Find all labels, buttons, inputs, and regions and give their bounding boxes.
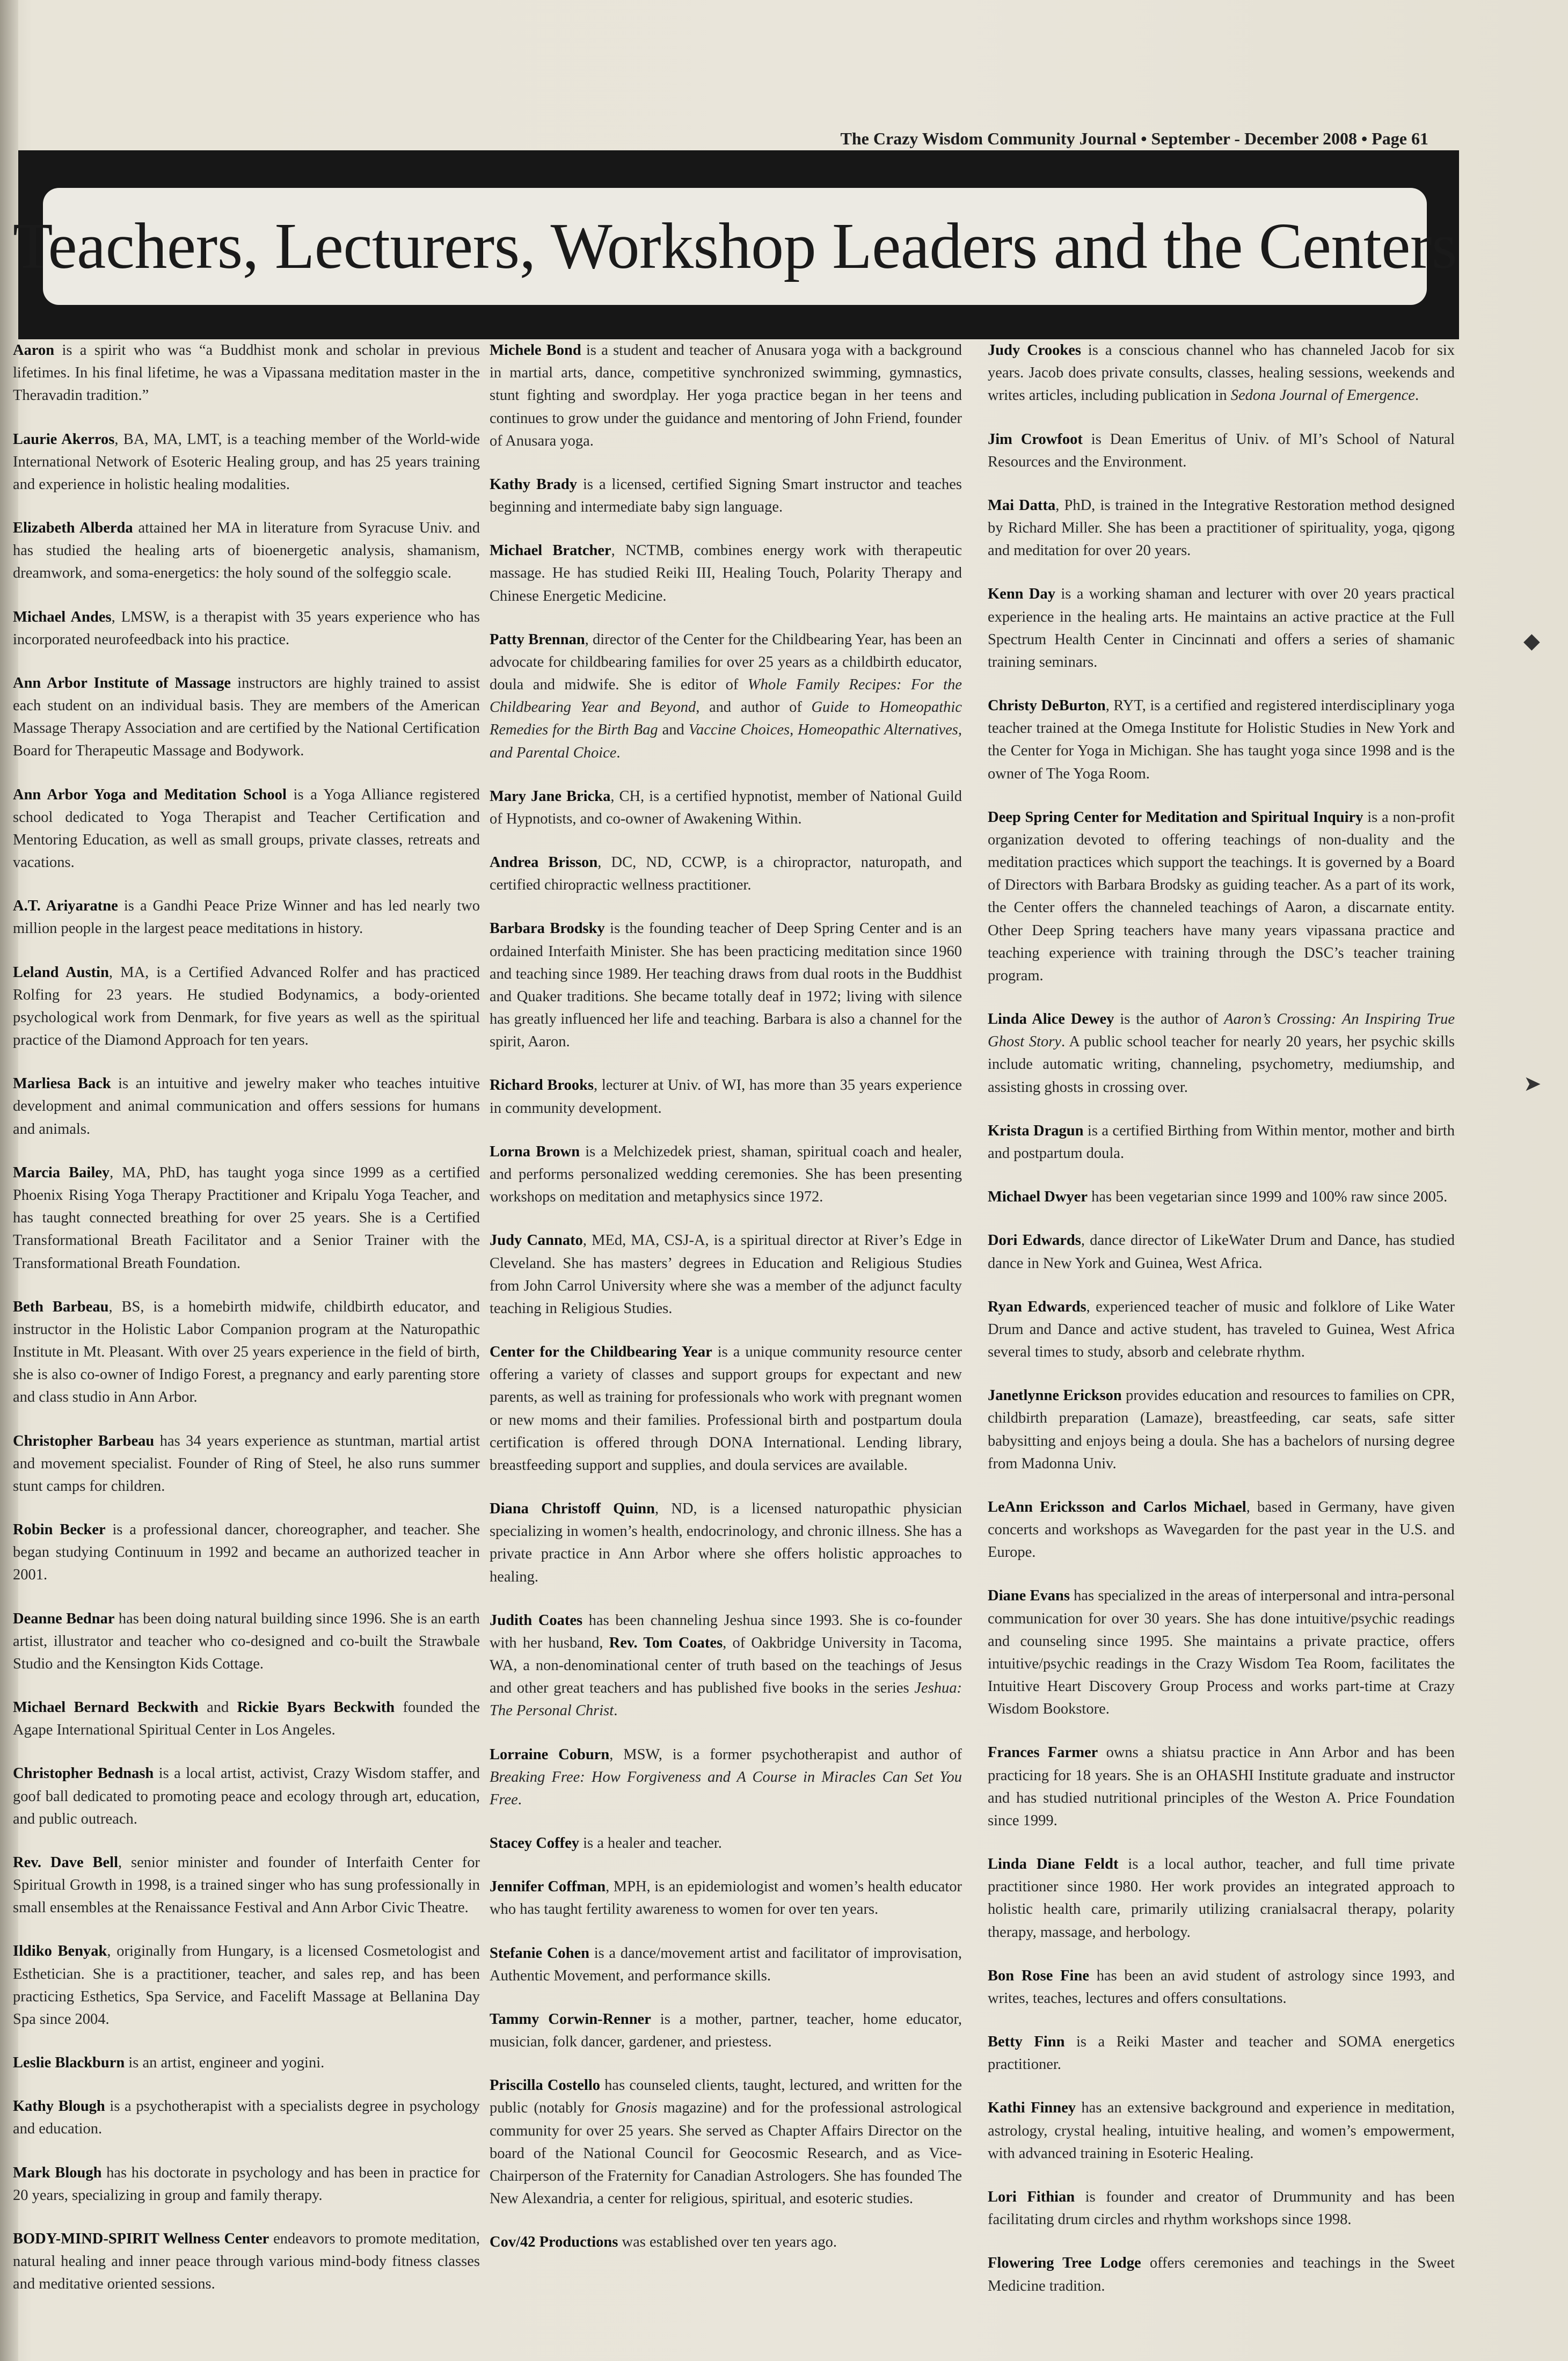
entry-text: is the author of — [1114, 1011, 1224, 1028]
entry-text: offers ceremonies and teachings in the Sweet Medicine tradition. — [988, 2255, 1455, 2294]
entry-name: Judy Crookes — [988, 342, 1081, 359]
directory-entry — [988, 1186, 1455, 1208]
entry-text: has specialized in the areas of interpersonal and intra-personal communication for over 30 years. She has done intuitive/psychic readings and counseling since 1995. She maintains a private practice, offers intuitive/psychic readings in the Crazy Wisdom Tea Room, facilitates the Intuitive Heart Discovery Group Process and works part-time at Crazy Wisdom Bookstore. — [988, 1587, 1455, 1718]
entry-text: and — [658, 722, 689, 739]
directory-entry — [988, 695, 1455, 785]
entry-text: , originally from Hungary, is a licensed Cosmetologist and Esthetician. She is a practitioner, teacher, and sales rep, and has been practicing Esthetics, Spa Service, and Facelift Massage at Bellanina Day Spa since 2004. — [13, 1943, 480, 2028]
directory-entry — [988, 1120, 1455, 1165]
entry-name: Cov/42 Productions — [490, 2234, 618, 2251]
entry-name: Robin Becker — [13, 1521, 106, 1539]
entry-name: Jim Crowfoot — [988, 431, 1083, 448]
entry-text: is a unique community resource center offering a variety of classes and support groups for expectant and new parents, as well as training for professionals who work with pregnant women or new moms and their families. Professional birth and postpartum doula certification is offered through DONA International. Lending library, breastfeeding support and supplies, and doula services are available. — [490, 1344, 962, 1474]
directory-entry — [988, 428, 1455, 473]
entry-name: Mark Blough — [13, 2164, 102, 2181]
entry-title-italic: Guide to Homeopathic Remedies for the Birth Bag — [490, 699, 962, 739]
margin-mark: ◆ — [1523, 629, 1540, 653]
directory-entry — [490, 473, 962, 519]
page-title: Teachers, Lecturers, Workshop Leaders and the Centers — [12, 210, 1457, 282]
directory-entry — [13, 339, 480, 407]
directory-entry — [13, 2162, 480, 2207]
entry-text: . — [1414, 387, 1419, 404]
directory-entry — [13, 1073, 480, 1141]
entry-name: Jennifer Coffman — [490, 1878, 606, 1896]
entry-name: Laurie Akerros — [13, 431, 115, 448]
directory-entry — [13, 895, 480, 940]
entry-text: is a local artist, activist, Crazy Wisdom staffer, and goof ball dedicated to promoting peace and ecology through art, education, and public outreach. — [13, 1765, 480, 1827]
entry-name: Betty Finn — [988, 2034, 1065, 2051]
entry-text: , based in Germany, have given concerts and workshops as Wavegarden for the past year in the U.S. and Europe. — [988, 1498, 1455, 1561]
directory-entry — [490, 785, 962, 830]
entry-name: A.T. Ariyaratne — [13, 898, 118, 915]
entry-text: has 34 years experience as stuntman, martial artist and movement specialist. Founder of Ring of Steel, he also runs summer stunt camps for children. — [13, 1432, 480, 1495]
entry-text: is a Reiki Master and teacher and SOMA energetics practitioner. — [988, 2034, 1455, 2073]
entry-text: is a licensed, certified Signing Smart instructor and teaches beginning and intermediate baby sign language. — [490, 476, 962, 516]
entry-text: is a certified Birthing from Within mentor, mother and birth and postpartum doula. — [988, 1122, 1455, 1162]
entry-name: Mary Jane Bricka — [490, 788, 611, 805]
entry-name: Judith Coates — [490, 1612, 583, 1629]
entry-text: , and author of — [696, 699, 812, 716]
entry-text: , MPH, is an epidemiologist and women’s health educator who has taught fertility awareness to women for over ten years. — [490, 1878, 962, 1918]
directory-entry — [13, 1762, 480, 1831]
directory-entry — [13, 1162, 480, 1275]
entry-text: and — [198, 1699, 237, 1716]
directory-entry — [13, 606, 480, 651]
entry-text: is a dance/movement artist and facilitator of improvisation, Authentic Movement, and performance skills. — [490, 1944, 962, 1984]
entry-text: provides education and resources to families on CPR, childbirth preparation (Lamaze), breastfeeding, car seats, safe sitter babysitting and enjoys being a doula. She has a bachelors of nursing degree from Madonna Univ. — [988, 1387, 1455, 1472]
entry-text: is an intuitive and jewelry maker who teaches intuitive development and animal communication and offers sessions for humans and animals. — [13, 1075, 480, 1138]
entry-name: Deep Spring Center for Meditation and Spiritual Inquiry — [988, 808, 1363, 826]
directory-entry — [13, 1296, 480, 1409]
entry-text: has counseled clients, taught, lectured, and written for the public (notably for — [490, 2077, 962, 2117]
entry-text: has his doctorate in psychology and has been in practice for 20 years, specializing in group and family therapy. — [13, 2164, 480, 2204]
directory-entry — [13, 1430, 480, 1498]
entry-text: . — [614, 1702, 618, 1719]
directory-entry — [13, 2228, 480, 2296]
entry-text: was established over ten years ago. — [618, 2234, 837, 2251]
entry-text: , experienced teacher of music and folklore of Like Water Drum and Dance and active student, has traveled to Guinea, West Africa several times to study, absorb and celebrate rhythm. — [988, 1298, 1455, 1361]
entry-name: Center for the Childbearing Year — [490, 1344, 712, 1361]
entry-text: , director of the Center for the Childbearing Year, has been an advocate for childbearing families for over 25 years as a childbirth educator, doula and midwife. She is editor of — [490, 631, 962, 694]
entry-name: Kathi Finney — [988, 2100, 1076, 2117]
title-box — [12, 188, 1457, 305]
entry-text: , MEd, MA, CSJ-A, is a spiritual director at River’s Edge in Cleveland. She has masters’ degrees in Education and Religious Studies from John Carrol University where she was a member of the adjunct faculty teaching in Religious Studies. — [490, 1232, 962, 1317]
entry-text: is a mother, partner, teacher, home educator, musician, folk dancer, gardener, and priestess. — [490, 2010, 962, 2051]
entry-name: Marliesa Back — [13, 1075, 111, 1092]
directory-entry — [490, 1229, 962, 1320]
entry-name: Linda Diane Feldt — [988, 1856, 1119, 1873]
entry-title-italic: Breaking Free: How Forgiveness and A Course in Miracles Can Set You Free — [490, 1768, 962, 1808]
directory-entry — [490, 1498, 962, 1588]
entry-name: Ann Arbor Yoga and Meditation School — [13, 786, 287, 803]
entry-name: Michael Andes — [13, 608, 112, 625]
entry-name: Michael Bratcher — [490, 542, 611, 559]
entry-text: founded the Agape International Spiritual Center in Los Angeles. — [13, 1699, 480, 1739]
entry-name: Lori Fithian — [988, 2189, 1075, 2205]
directory-entry — [988, 1741, 1455, 1832]
entry-text: , NCTMB, combines energy work with therapeutic massage. He has studied Reiki III, Healing Touch, Polarity Therapy and Chinese Energetic Medicine. — [490, 542, 962, 604]
directory-entry — [490, 917, 962, 1053]
entry-text: has an extensive background and experience in meditation, astrology, crystal healing, intuitive healing, and women’s empowerment, with advanced training in Esoteric Healing. — [988, 2100, 1455, 2162]
entry-name: Dori Edwards — [988, 1232, 1081, 1249]
entry-name: Lorraine Coburn — [490, 1746, 610, 1763]
directory-entry — [490, 1744, 962, 1812]
entry-text: , lecturer at Univ. of WI, has more than 35 years experience in community development. — [490, 1077, 962, 1117]
entry-name: Christopher Bednash — [13, 1765, 154, 1782]
entry-name: Lorna Brown — [490, 1143, 580, 1160]
entry-name: LeAnn Ericksson and Carlos Michael — [988, 1498, 1246, 1515]
directory-entry — [13, 517, 480, 585]
entry-name: Mai Datta — [988, 497, 1056, 514]
directory-entry — [988, 2186, 1455, 2231]
entry-name: Aaron — [13, 342, 55, 359]
entry-name: Andrea Brisson — [490, 854, 598, 871]
entry-text: has been doing natural building since 1996. She is an earth artist, illustrator and teacher who co-designed and co-built the Strawbale Studio and the Kensington Kids Cottage. — [13, 1610, 480, 1672]
entry-title-italic: Sedona Journal of Emergence — [1230, 387, 1415, 404]
directory-entry — [13, 1608, 480, 1676]
entry-text: , dance director of LikeWater Drum and Dance, has studied dance in New York and Guinea, West Africa. — [988, 1232, 1455, 1272]
entry-name: Rev. Dave Bell — [13, 1854, 119, 1871]
directory-entry — [988, 2097, 1455, 2165]
directory-entry — [490, 339, 962, 453]
entry-name: Michael Bernard Beckwith — [13, 1699, 199, 1716]
entry-text: . — [616, 744, 621, 761]
entry-text: is a healer and teacher. — [579, 1835, 722, 1852]
directory-entry — [988, 583, 1455, 674]
entry-name: Ann Arbor Institute of Massage — [13, 674, 231, 691]
entry-text: , PhD, is trained in the Integrative Restoration method designed by Richard Miller. She has been a practitioner of spirituality, yoga, qigong and meditation for over 20 years. — [988, 497, 1455, 559]
entry-title-italic: Jeshua: The Personal Christ — [490, 1680, 962, 1719]
entry-text: is a psychotherapist with a specialists degree in psychology and education. — [13, 2098, 480, 2138]
directory-entry — [490, 1876, 962, 1921]
entry-text: , BA, MA, LMT, is a teaching member of the World-wide International Network of Esoteric Healing group, and has 25 years training and experience in holistic healing modalities. — [13, 431, 480, 493]
entry-text: , MA, is a Certified Advanced Rolfer and has practiced Rolfing for 23 years. He studied Bodynamics, a body-oriented psychological work from Denmark, for five years as well as the spiritual practice of the Diamond Approach for ten years. — [13, 964, 480, 1049]
entry-text: is a Melchizedek priest, shaman, spiritual coach and healer, and performs personalized wedding ceremonies. She has been presenting workshops on meditation and metaphysics since 1972. — [490, 1143, 962, 1206]
directory-entry — [13, 672, 480, 763]
entry-name: Bon Rose Fine — [988, 1967, 1089, 1984]
entry-text: , RYT, is a certified and registered interdisciplinary yoga teacher trained at the Omega Institute for Holistic Studies in New York and the Center for Yoga in Michigan. She has taught yoga since 1998 and is the owner of The Yoga Room. — [988, 697, 1455, 782]
entry-text: , BS, is a homebirth midwife, childbirth educator, and instructor in the Holistic Labor Companion program at the Naturopathic Institute in Mt. Pleasant. With over 25 years experience in the field of birth, she is also co-owner of Indigo Forest, a pregnancy and early parenting store and class studio in Ann Arbor. — [13, 1298, 480, 1406]
entry-name: Tammy Corwin-Renner — [490, 2010, 651, 2028]
directory-entry — [490, 1832, 962, 1855]
directory-entry — [490, 1141, 962, 1209]
directory-entry — [988, 2031, 1455, 2076]
column-2 — [490, 339, 962, 2275]
directory-entry — [13, 1940, 480, 2031]
entry-text: has been vegetarian since 1999 and 100% raw since 2005. — [1087, 1189, 1448, 1206]
entry-text: , of Oakbridge University in Tacoma, WA, a non-denominational center of truth based on the teachings of Jesus and other great teachers and has published five books in the series — [490, 1634, 962, 1697]
directory-entry — [490, 2074, 962, 2210]
entry-text: is founder and creator of Drummunity and has been facilitating drum circles and rhythm workshops since 1998. — [988, 2189, 1455, 2228]
directory-entry — [13, 961, 480, 1052]
directory-entry — [490, 2231, 962, 2254]
entry-text: . — [517, 1791, 522, 1808]
directory-entry — [490, 1609, 962, 1723]
directory-entry — [13, 1519, 480, 1587]
directory-entry — [13, 1852, 480, 1920]
entry-name: Patty Brennan — [490, 631, 585, 648]
directory-entry — [13, 428, 480, 497]
directory-entry — [988, 1384, 1455, 1475]
entry-text: owns a shiatsu practice in Ann Arbor and has been practicing for 18 years. She is an OHASHI Institute graduate and instructor and has studied nutritional principles of the Weston A. Price Foundation since 1999. — [988, 1744, 1455, 1829]
entry-name: Christopher Barbeau — [13, 1432, 155, 1449]
entry-title-italic: Aaron’s Crossing: An Inspiring True Ghost Story — [988, 1011, 1455, 1051]
directory-entry — [13, 1696, 480, 1741]
entry-text: , MSW, is a former psychotherapist and author of — [609, 1746, 962, 1763]
directory-entry — [988, 1229, 1455, 1274]
entry-name: Deanne Bednar — [13, 1610, 115, 1627]
entry-name: Barbara Brodsky — [490, 920, 605, 937]
directory-entry — [13, 2095, 480, 2140]
entry-text: is an artist, engineer and yogini. — [125, 2054, 325, 2072]
entry-text: is a student and teacher of Anusara yoga with a background in martial arts, dance, competitive synchronized swimming, gymnastics, stunt fighting and swordplay. Her yoga practice began in her teens and continues to grow under the guidance and mentoring of John Friend, founder of Anusara yoga. — [490, 342, 962, 449]
entry-name: Elizabeth Alberda — [13, 520, 133, 537]
entry-name: Kenn Day — [988, 586, 1055, 603]
entry-name: Ryan Edwards — [988, 1298, 1086, 1315]
entry-name: Diana Christoff Quinn — [490, 1500, 655, 1518]
entry-text: , LMSW, is a therapist with 35 years experience who has incorporated neurofeedback into his practice. — [13, 608, 480, 648]
entry-name: Diane Evans — [988, 1587, 1070, 1605]
directory-entry — [988, 1496, 1455, 1564]
directory-entry — [490, 540, 962, 608]
entry-name: BODY-MIND-SPIRIT Wellness Center — [13, 2231, 269, 2247]
entry-name: Rev. Tom Coates — [609, 1634, 723, 1651]
entry-title-italic: Vaccine Choices, Homeopathic Alternatives, and Parental Choice — [490, 722, 962, 761]
entry-name: Beth Barbeau — [13, 1298, 109, 1315]
running-head: The Crazy Wisdom Community Journal • September - December 2008 • Page 61 — [840, 129, 1428, 148]
entry-text: instructors are highly trained to assist each student on an individual basis. They are members of the American Massage Therapy Association and are certified by the National Certification Board for Therapeutic Massage and Bodywork. — [13, 674, 480, 760]
entry-name: Judy Cannato — [490, 1232, 583, 1249]
margin-mark: ➤ — [1523, 1072, 1542, 1096]
entry-name: Kathy Brady — [490, 476, 578, 493]
entry-text: , MA, PhD, has taught yoga since 1999 as a certified Phoenix Rising Yoga Therapy Practitioner and Kripalu Yoga Teacher, and has taught connected breathing for over 25 years. She is a Certified Transformational Breath Facilitator and a Senior Trainer with the Transformational Breath Foundation. — [13, 1164, 480, 1272]
entry-title-italic: Whole Family Recipes: For the Childbearing Year and Beyond — [490, 676, 962, 716]
entry-text: . A public school teacher for nearly 20 years, her psychic skills include automatic writing, channeling, psychometry, mediumship, and assisting ghosts in crossing over. — [988, 1033, 1455, 1096]
entry-title-italic: Gnosis — [615, 2100, 658, 2117]
entry-text: endeavors to promote meditation, natural healing and inner peace through various mind-body fitness classes and meditative oriented sessions. — [13, 2231, 480, 2293]
entry-name: Leslie Blackburn — [13, 2054, 125, 2072]
entry-text: is a Gandhi Peace Prize Winner and has led nearly two million people in the largest peace meditations in history. — [13, 898, 480, 937]
entry-text: is a local author, teacher, and full time private practitioner since 1980. Her work provides an integrated approach to holistic health care, primarily utilizing cranialsacral therapy, polarity therapy, massage, and herbology. — [988, 1856, 1455, 1941]
entry-text: , CH, is a certified hypnotist, member of National Guild of Hypnotists, and co-owner of Awakening Within. — [490, 788, 962, 827]
entry-text: is a conscious channel who has channeled Jacob for six years. Jacob does private consults, classes, healing sessions, weekends and writes articles, including publication in — [988, 342, 1455, 404]
entry-name: Frances Farmer — [988, 1744, 1098, 1761]
directory-entry — [988, 1008, 1455, 1099]
entry-text: , DC, ND, CCWP, is a chiropractor, naturopath, and certified chiropractic wellness practitioner. — [490, 854, 962, 894]
entry-name: Kathy Blough — [13, 2098, 105, 2115]
entry-text: is a working shaman and lecturer with over 20 years practical experience in the healing arts. He maintains an active practice at the Full Spectrum Health Center in Cincinnati and offers a series of shamanic training seminars. — [988, 586, 1455, 671]
entry-name: Flowering Tree Lodge — [988, 2255, 1141, 2272]
entry-text: attained her MA in literature from Syracuse Univ. and has studied the healing arts of bioenergetic analysis, shamanism, dreamwork, and soma-energetics: the holy sound of the solfeggio scale. — [13, 520, 480, 582]
directory-entry — [490, 1942, 962, 1987]
entry-text: has been an avid student of astrology since 1993, and writes, teaches, lectures and offers consultations. — [988, 1967, 1455, 2007]
entry-name: Linda Alice Dewey — [988, 1011, 1114, 1028]
entry-name: Stacey Coffey — [490, 1835, 579, 1852]
entry-name: Christy DeBurton — [988, 697, 1106, 715]
entry-name: Michael Dwyer — [988, 1189, 1088, 1206]
entry-name: Michele Bond — [490, 342, 581, 359]
entry-text: is a Yoga Alliance registered school dedicated to Yoga Therapist and Teacher Certification and Mentoring Education, as well as small groups, private classes, retreats and vacations. — [13, 786, 480, 871]
directory-entry — [988, 1965, 1455, 2010]
directory-entry — [490, 851, 962, 897]
entry-text: , senior minister and founder of Interfaith Center for Spiritual Growth in 1998, is a trained singer who has sung professionally in small ensembles at the Renaissance Festival and Ann Arbor Civic Theatre. — [13, 1854, 480, 1917]
entry-name: Janetlynne Erickson — [988, 1387, 1122, 1404]
entry-text: is Dean Emeritus of Univ. of MI’s School of Natural Resources and the Environment. — [988, 431, 1455, 470]
entry-text: is the founding teacher of Deep Spring Center and is an ordained Interfaith Minister. She has been practicing meditation since 1960 and teaching since 1989. Her teaching draws from dual roots in the Buddhist and Quaker traditions. She became totally deaf in 1972; living with silence has greatly influenced her life and teaching. Barbara is also a channel for the spirit, Aaron. — [490, 920, 962, 1051]
directory-entry — [490, 629, 962, 764]
directory-entry — [13, 784, 480, 875]
directory-entry — [490, 2008, 962, 2053]
entry-name: Ildiko Benyak — [13, 1943, 107, 1960]
directory-entry — [988, 1585, 1455, 1721]
entry-name: Stefanie Cohen — [490, 1944, 590, 1962]
entry-name: Richard Brooks — [490, 1077, 594, 1094]
directory-entry — [988, 339, 1455, 407]
directory-entry — [988, 494, 1455, 563]
entry-name: Priscilla Costello — [490, 2077, 601, 2094]
entry-name: Rickie Byars Beckwith — [237, 1699, 395, 1716]
directory-entry — [988, 806, 1455, 987]
directory-entry — [988, 2252, 1455, 2297]
entry-text: is a non-profit organization devoted to offering teachings of non-duality and the meditation practices which support the teachings. It is governed by a Board of Directors with Barbara Brodsky as guiding teacher. As a part of its work, the Center offers the channeled teachings of Aaron, a discarnate entity. Other Deep Spring teachers have many years vipassana practice and teaching experience with training through the DSC’s teacher training program. — [988, 808, 1455, 984]
entry-name: Krista Dragun — [988, 1122, 1084, 1139]
directory-entry — [490, 1341, 962, 1477]
entry-text: , ND, is a licensed naturopathic physician specializing in women’s health, endocrinology, and chronic illness. She has a private practice in Ann Arbor where she offers holistic approaches to healing. — [490, 1500, 962, 1585]
entry-text: magazine) and for the professional astrological community for over 25 years. She served as Chapter Affairs Director on the board of the National Council for Geocosmic Research, and as Vice-Chairperson of the Fraternity for Canadian Astrologers. She has founded The New Alexandria, a center for religious, spiritual, and esoteric studies. — [490, 2100, 962, 2207]
entry-text: is a spirit who was “a Buddhist monk and scholar in previous lifetimes. In his final lifetime, he was a Vipassana meditation master in the Theravadin tradition.” — [13, 342, 480, 404]
column-3 — [988, 339, 1455, 2319]
directory-entry — [988, 1853, 1455, 1944]
directory-entry — [13, 2052, 480, 2074]
entry-text: is a professional dancer, choreographer, and teacher. She began studying Continuum in 1992 and became an authorized teacher in 2001. — [13, 1521, 480, 1584]
column-1 — [13, 339, 480, 2317]
entry-name: Marcia Bailey — [13, 1164, 110, 1181]
directory-entry — [988, 1296, 1455, 1364]
entry-text: has been channeling Jeshua since 1993. She is co-founder with her husband, — [490, 1612, 962, 1651]
directory-entry — [490, 1074, 962, 1119]
entry-name: Leland Austin — [13, 964, 109, 981]
